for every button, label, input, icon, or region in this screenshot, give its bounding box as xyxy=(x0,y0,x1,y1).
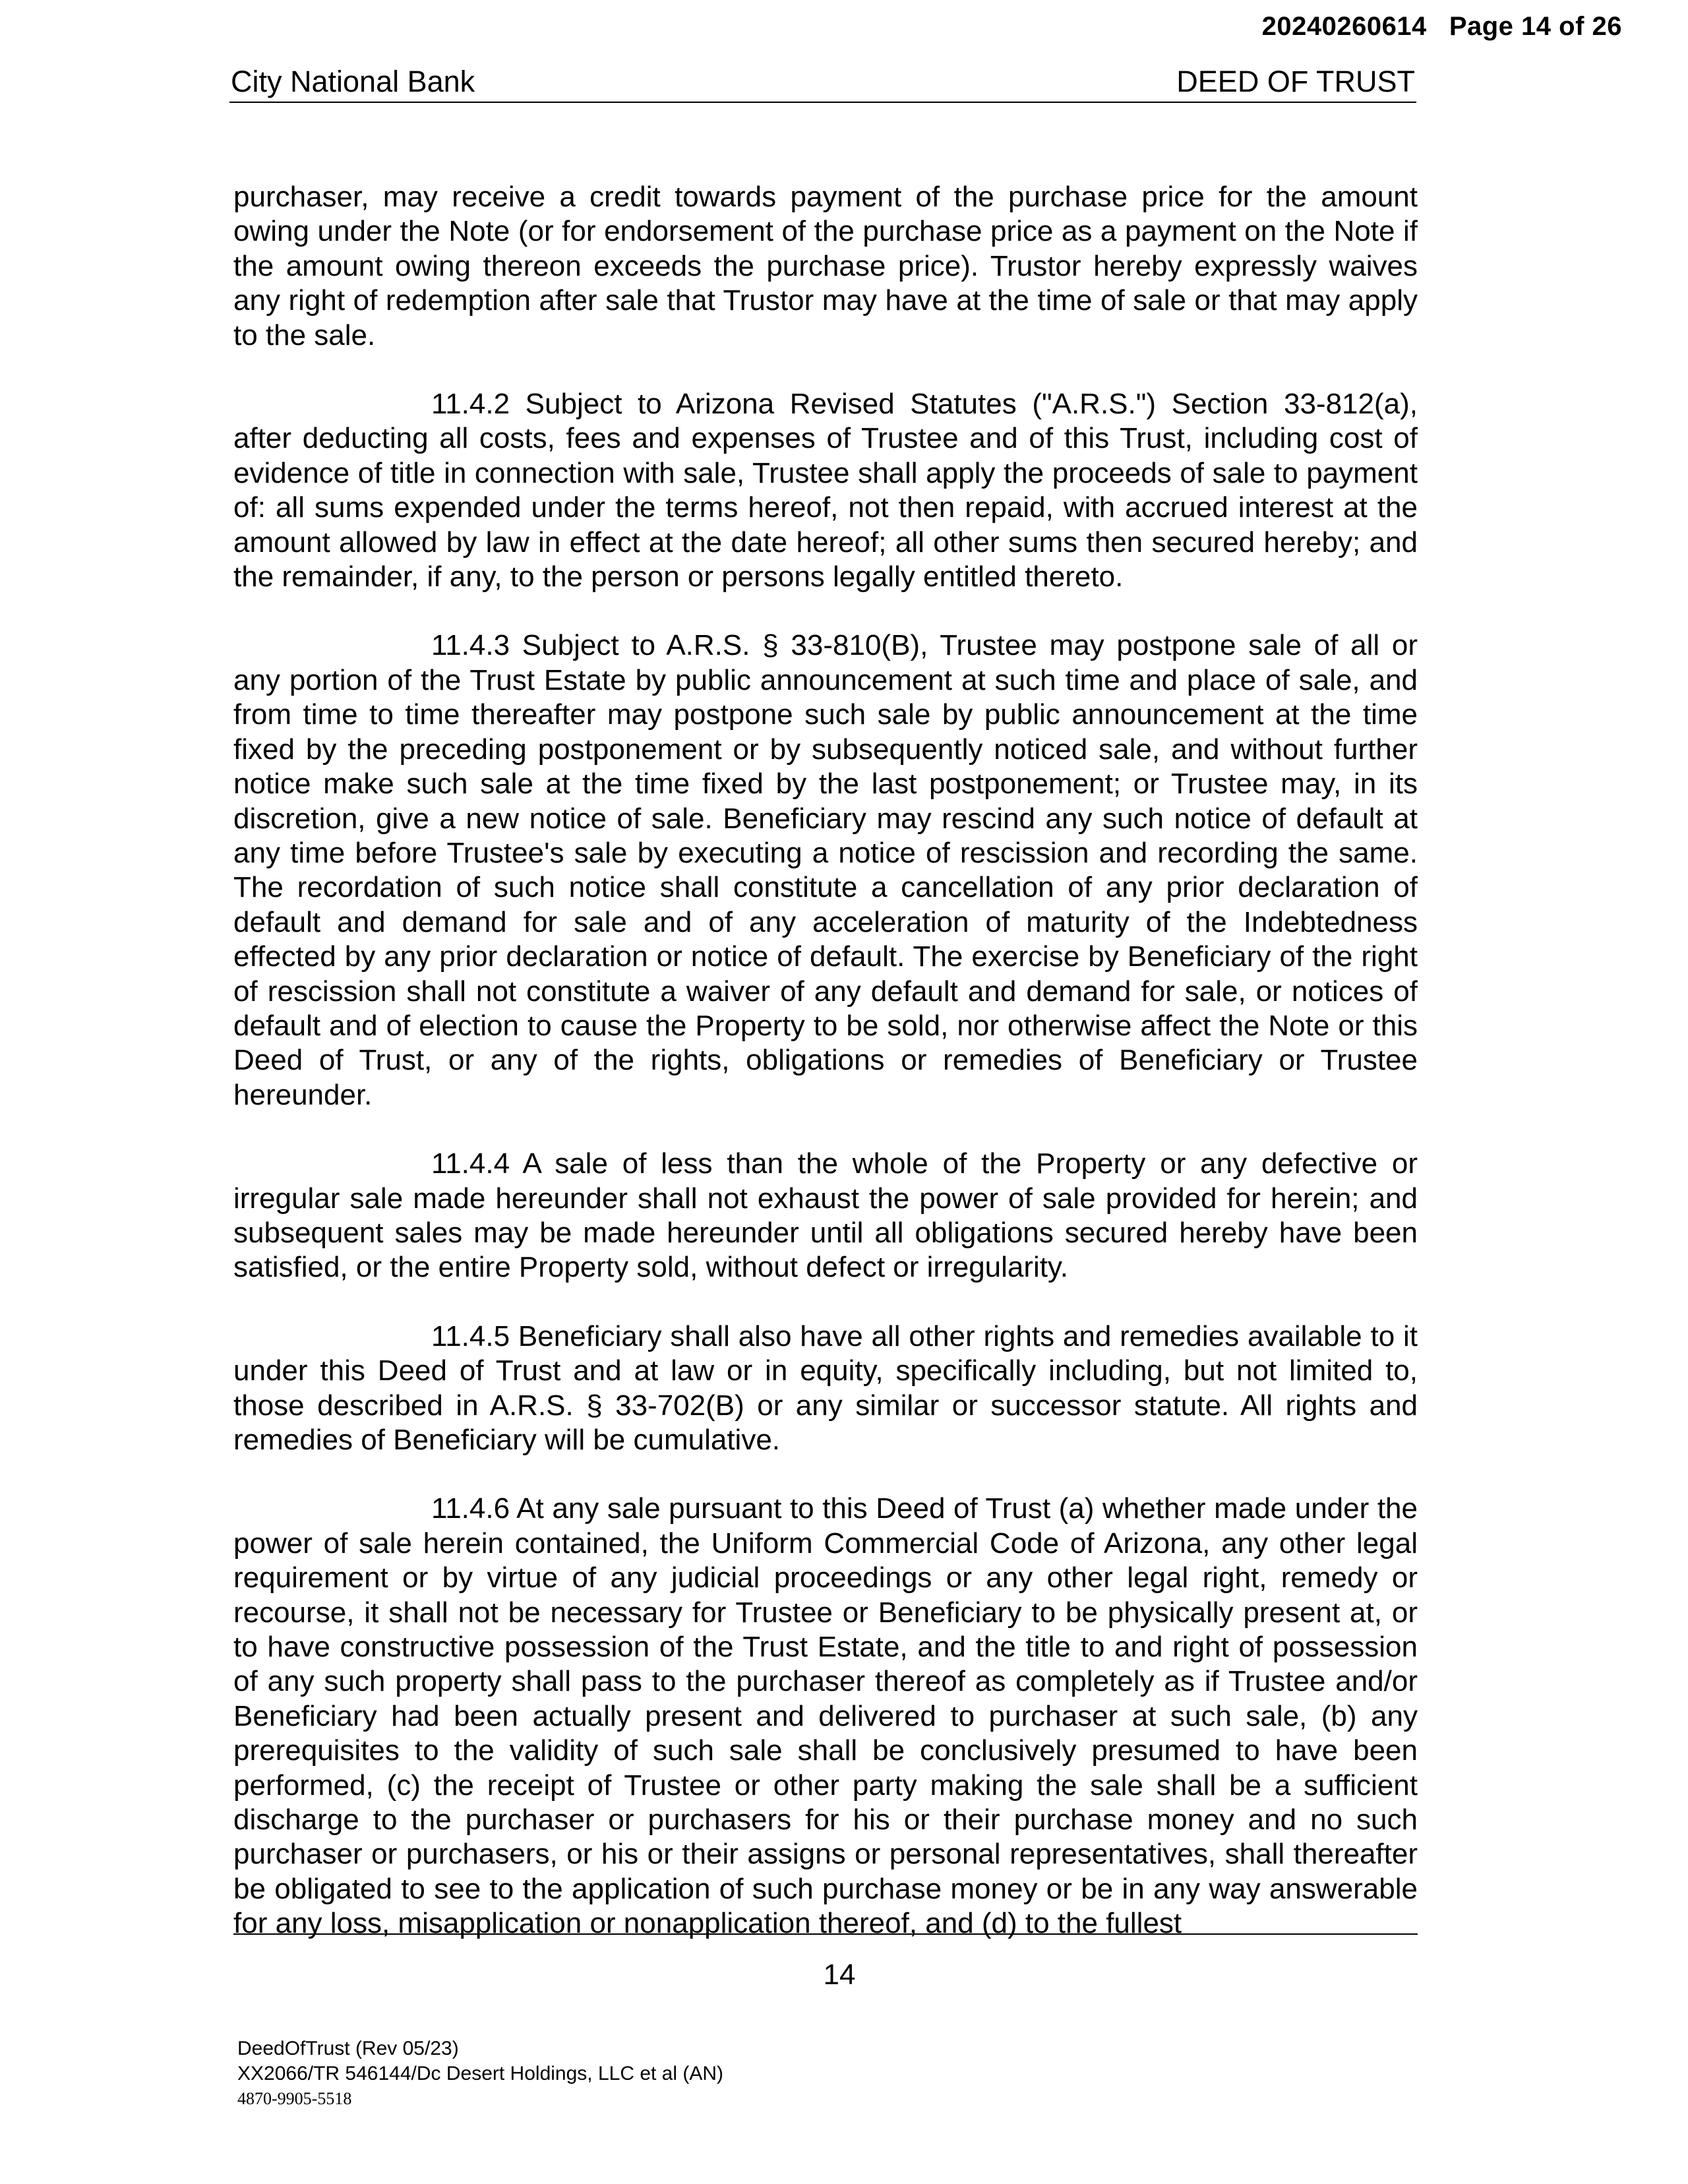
footer-doc-id: 4870-9905-5518 xyxy=(237,2089,352,2108)
paragraph-11-4-6: 11.4.6 At any sale pursuant to this Deed of Trust (a) whether made under the power of sale herein contained, the Uniform Commercial Code of Arizona, any other legal requirement or by virtue of any judicial proceedings or any other legal right, remedy or recourse, it shall not be necessary for Trustee or Beneficiary to be physically present at, or to have constructive possession of the Trust Estate, and the title to and right of possession of any such property shall pass to the purchaser thereof as completely as if Trustee and/or Beneficiary had been actually present and delivered to purchaser at such sale, (b) any prerequisites to the validity of such sale shall be conclusively presumed to have been performed, (c) the receipt of Trustee or other party making the sale shall be a sufficient discharge to the purchaser or purchasers for his or their purchase money and no such purchaser or purchasers, or his or their assigns or personal representatives, shall thereafter be obligated to see to the application of such purchase money or be in any way answerable for any loss, misapplication or nonapplication thereof, and (d) to the fullest xyxy=(233,1492,1418,1940)
paragraph-11-4-2: 11.4.2 Subject to Arizona Revised Statutes ("A.R.S.") Section 33-812(a), after deducting all costs, fees and expenses of Trustee and of this Trust, including cost of evidence of title in connection with sale, Trustee shall apply the proceeds of sale to payment of: all sums expended under the terms hereof, not then repaid, with accrued interest at the amount allowed by law in effect at the date hereof; all other sums then secured hereby; and the remainder, if any, to the person or persons legally entitled thereto. xyxy=(233,388,1418,593)
header-document-title: DEED OF TRUST xyxy=(1176,65,1415,98)
footer-metadata xyxy=(237,2036,723,2111)
paragraph-11-4-3: 11.4.3 Subject to A.R.S. § 33-810(B), Trustee may postpone sale of all or any portion of the Trust Estate by public announcement at such time and place of sale, and from time to time thereafter may postpone such sale by public announcement at the time fixed by the preceding postponement or by subsequently noticed sale, and without further notice make such sale at the time fixed by the last postponement; or Trustee may, in its discretion, give a new notice of sale. Beneficiary may rescind any such notice of default at any time before Trustee's sale by executing a notice of rescission and recording the same. The recordation of such notice shall constitute a cancellation of any prior declaration of default and demand for sale and of any acceleration of maturity of the Indebtedness effected by any prior declaration or notice of default. The exercise by Beneficiary of the right of rescission shall not constitute a waiver of any default and demand for sale, or notices of default and of election to cause the Property to be sold, nor otherwise affect the Note or this Deed of Trust, or any of the rights, obligations or remedies of Beneficiary or Trustee hereunder. xyxy=(233,629,1418,1111)
page-number: 14 xyxy=(823,1958,856,1991)
header-bank-name: City National Bank xyxy=(231,65,475,98)
footer-form-revision: DeedOfTrust (Rev 05/23) xyxy=(237,2038,459,2059)
footer-reference: XX2066/TR 546144/Dc Desert Holdings, LLC et al (AN) xyxy=(237,2063,724,2084)
paragraph-11-4-4: 11.4.4 A sale of less than the whole of the Property or any defective or irregular sale made hereunder shall not exhaust the power of sale provided for herein; and subsequent sales may be made hereunder until all obligations secured hereby have been satisfied, or the entire Property sold, without defect or irregularity. xyxy=(233,1147,1418,1284)
document-body xyxy=(233,180,1418,1976)
page-header xyxy=(229,63,1416,103)
footer-divider xyxy=(233,1933,1418,1935)
recording-number: 20240260614 xyxy=(1261,12,1427,41)
paragraph-11-4-5: 11.4.5 Beneficiary shall also have all other rights and remedies available to it under this Deed of Trust and at law or in equity, specifically including, but not limited to, those described in A.R.S. § 33-702(B) or any similar or successor statute. All rights and remedies of Beneficiary will be cumulative. xyxy=(233,1320,1418,1456)
paragraph-continuation: purchaser, may receive a credit towards payment of the purchase price for the amount owing under the Note (or for endorsement of the purchase price as a payment on the Note if the amount owing thereon exceeds the purchase price). Trustor hereby expressly waives any right of redemption after sale that Trustor may have at the time of sale or that may apply to the sale. xyxy=(233,181,1418,351)
recording-page-label: Page 14 of 26 xyxy=(1449,12,1622,41)
recording-stamp xyxy=(1262,12,1622,42)
